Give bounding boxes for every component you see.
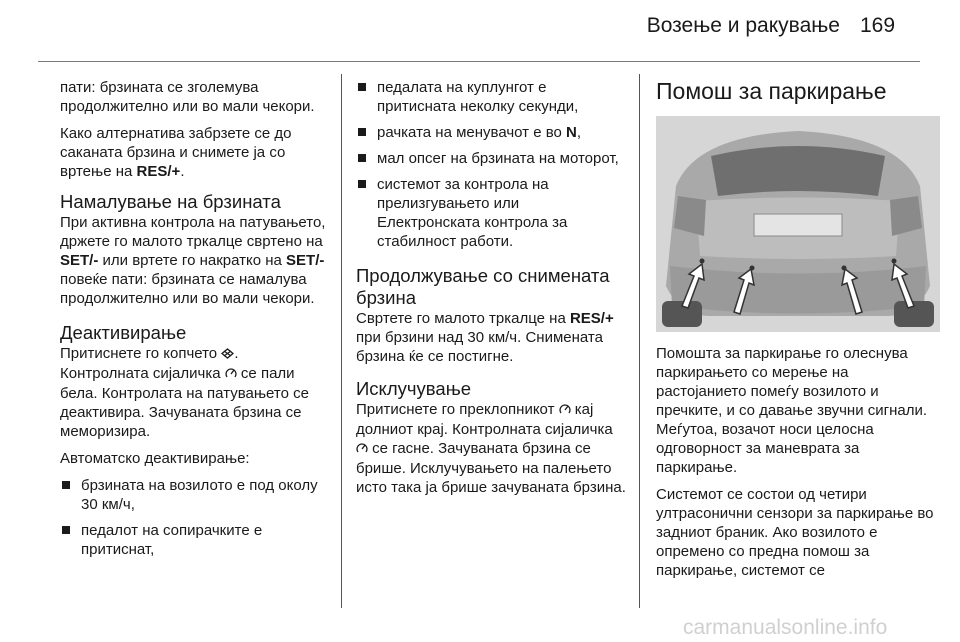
cruise-control-lamp-icon: [356, 440, 368, 459]
paragraph: Притиснете го преклопникот кај долниот крај. Контролната сијаличка се гасне. Зачуваната брзина се брише. Исклучувањето на палењето исто така ја брише зачуваната брзина.: [356, 401, 626, 496]
section-heading-resume: Продолжување со снимената брзина: [356, 265, 610, 308]
header-rule: [38, 61, 920, 62]
list-item: системот за контрола на прелизгувањето или Електронската контрола за стабилност работи.: [356, 175, 626, 251]
list-item: педалата на куплунгот е притисната неколку секунди,: [356, 78, 626, 116]
paragraph: Како алтернатива забрзете се до саканата брзина и снимете ја со вртење на RES/+.: [60, 125, 292, 180]
watermark: carmanualsonline.info: [683, 616, 888, 639]
paragraph: Притиснете го копчето . Контролната сијаличка се пали бела. Контролата на патувањето се деактивира. Зачуваната брзина се меморизира.: [60, 345, 309, 440]
list-item: брзината на возилото е под околу 30 км/ч,: [60, 476, 328, 514]
list-item: рачката на менувачот е во N,: [356, 123, 626, 142]
paragraph: Свртете го малото тркалце на RES/+ при брзини над 30 км/ч. Снимената брзина ќе се постигне.: [356, 310, 614, 365]
page-number: 169: [860, 14, 896, 37]
column-3: [656, 78, 940, 588]
section-heading-reduce-speed: Намалување на брзината: [60, 191, 281, 212]
paragraph: Автоматско деактивирање:: [60, 450, 250, 467]
cruise-control-lamp-icon: [559, 401, 571, 420]
paragraph: Системот се состои од четири ултрасонични сензори за паркирање во задниот браник. Ако возилото е опремено со предна помош за паркирање, системот се: [656, 486, 934, 579]
paragraph: При активна контрола на патувањето, држете го малото тркалце свртено на SET/- или вртете го накратко на SET/- повеќе пати: брзината се намалува продолжително или во мали чекори.: [60, 214, 326, 307]
column-divider-2: [639, 74, 640, 608]
cruise-control-lamp-icon: [225, 365, 237, 384]
section-heading-deactivation: Деактивирање: [60, 322, 187, 343]
column-divider-1: [341, 74, 342, 608]
header-title: Возење и ракување: [646, 14, 840, 37]
list-item: мал опсег на брзината на моторот,: [356, 149, 626, 168]
res-label: RES/+: [136, 163, 181, 180]
paragraph: пати: брзината се зголемува продолжително или во мали чекори.: [60, 79, 315, 115]
column-2: [356, 78, 626, 505]
parking-sensor-illustration: [656, 116, 940, 332]
section-heading-switch-off: Исклучување: [356, 378, 472, 399]
list-item: педалот на сопирачките е притиснат,: [60, 521, 328, 559]
cruise-cancel-icon: [221, 345, 234, 364]
column-1: [60, 78, 328, 566]
section-heading-parking-assist: Помош за паркирање: [656, 78, 887, 104]
paragraph: Помошта за паркирање го олеснува паркирањето со мерење на растојанието помеѓу возилото и пречките, и со давање звучни сигнали. Меѓутоа, возачот носи целосна одговорност за маневрата за паркирање.: [656, 345, 928, 476]
